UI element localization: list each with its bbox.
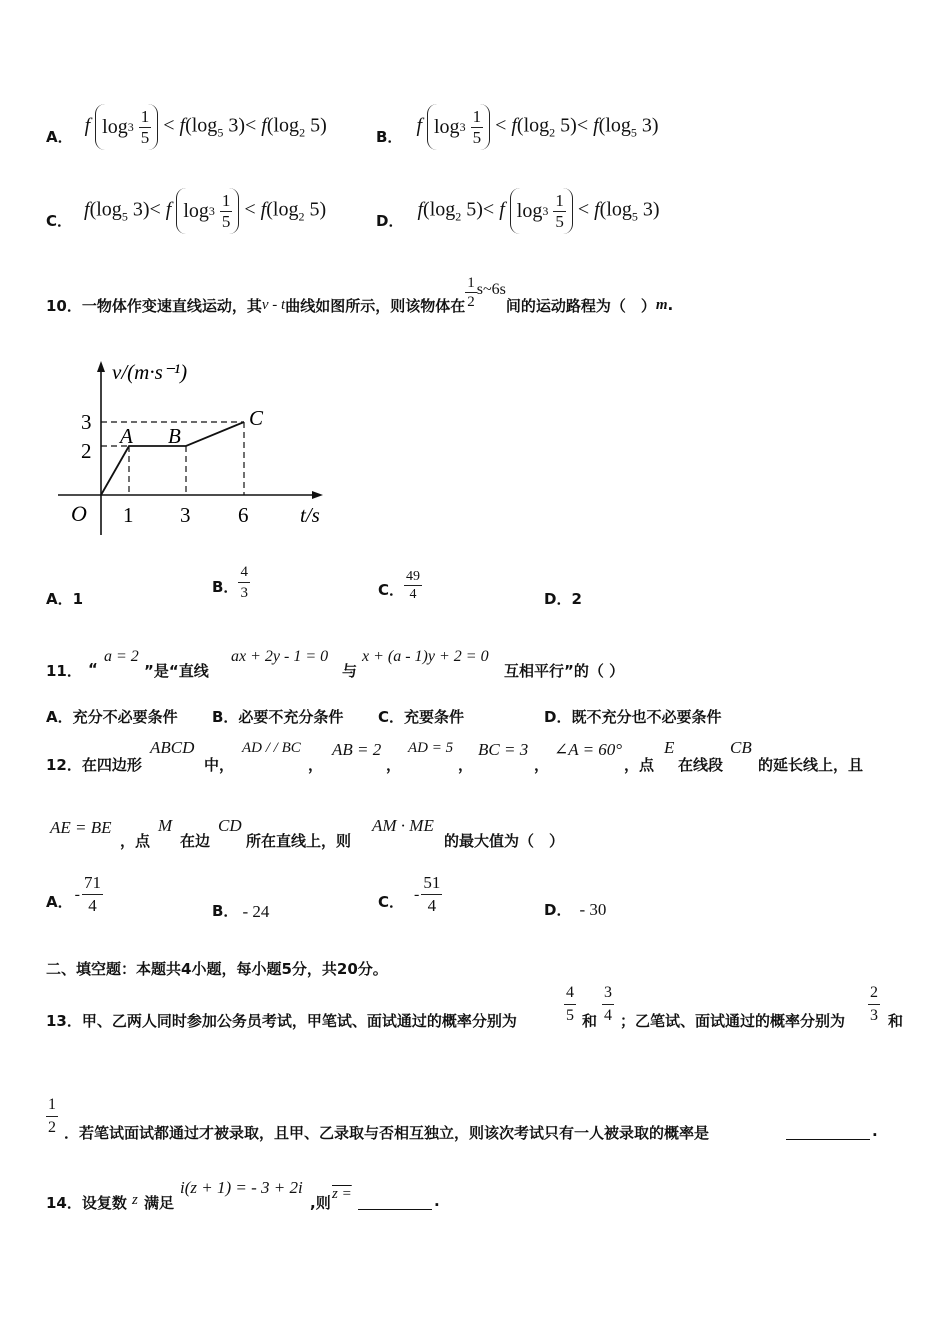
y-axis-label: v/(m·s⁻¹)	[112, 360, 188, 384]
q10-option-c: C． $\frac{49}{4}$	[378, 569, 421, 602]
x-tick-3: 3	[180, 503, 191, 527]
q13-line1: 13．甲、乙两人同时参加公务员考试，甲笔试、面试通过的概率分别为 $\frac{4}{5}$ 和 $\frac{3}{4}$ ；乙笔试、面试通过的概率分别为 $\frac{2}{3}$ 和	[46, 984, 904, 1030]
y-tick-2: 2	[81, 439, 92, 463]
origin-label: O	[71, 501, 87, 526]
option-label: B．	[376, 127, 403, 146]
q10-stem: 10．一物体作变速直线运动，其 v - t 曲线如图所示，则该物体在 $\frac{1}{2}$ s~6s 间的运动路程为（ ） m .	[46, 274, 674, 315]
abs-bar: log 3 $\frac{1}{5}$	[427, 104, 490, 150]
option-label: D．	[376, 211, 404, 230]
q10-option-b: B． $\frac{4}{3}$	[212, 564, 248, 601]
q9-option-a: A． f log 3 $\frac{1}{5}$ < $f(\log_5$ $3)< f(\log_2$ 5)	[46, 102, 327, 152]
q12-option-d: D． - 30	[544, 900, 607, 919]
option-label: A．	[46, 127, 73, 146]
q12-stem-line2: AE = BE ，点 M 在边 CD 所在直线上，则 AM · ME 的最大值为（ ）	[50, 816, 565, 850]
x-tick-6: 6	[238, 503, 249, 527]
abs-bar: log 3 $\frac{1}{5}$	[176, 188, 239, 234]
abs-bar: log 3 $\frac{1}{5}$	[95, 104, 158, 150]
q9-option-c: C． $f(\log_5$ 3)< f log 3 $\frac{1}{5}$ < $f(\log_2$ 5)	[46, 186, 326, 236]
section-heading: 二、填空题：本题共4小题，每小题5分，共20分。	[46, 960, 388, 978]
q10-option-d: D．2	[544, 590, 582, 608]
q12-option-b: B． - 24	[212, 901, 270, 921]
y-tick-3: 3	[81, 410, 92, 434]
x-axis-arrow	[312, 491, 323, 499]
q12-option-c: C． - $\frac{51}{4}$	[378, 873, 441, 915]
q9-option-b: B． f log 3 $\frac{1}{5}$ < $f(\log_2$ $5)< f(\log_5$ 3)	[376, 102, 659, 152]
f-symbol: f	[84, 114, 91, 137]
q10-option-a: A．1	[46, 590, 84, 608]
point-a: A	[120, 424, 133, 448]
q11-option-d: D．既不充分也不必要条件	[544, 708, 722, 726]
answer-blank[interactable]	[786, 1138, 870, 1140]
q13-line2: $\frac{1}{2}$ ．若笔试面试都通过才被录取，且甲、乙录取与否相互独立，则该次考试只有一人被录取的概率是 .	[48, 1096, 878, 1142]
x-tick-1: 1	[123, 503, 134, 527]
point-c: C	[249, 406, 264, 430]
vt-graph	[50, 355, 340, 545]
q12-stem-line1: 12．在四边形 ABCD 中， AD / / BC ， AB = 2 ， AD = 5 ， BC = 3 ， ∠A = 60° ，点 E 在线段 CB 的延长线上，且	[46, 738, 864, 774]
q9-option-d: D． $f(\log_2$ 5)< f log 3 $\frac{1}{5}$ < $f(\log_5$ 3)	[376, 186, 660, 236]
option-label: C．	[46, 211, 73, 230]
q14-stem: 14．设复数 z 满足 i(z + 1) = - 3 + 2i ,则 z = .	[46, 1178, 440, 1212]
q11-option-c: C．充要条件	[378, 708, 465, 726]
answer-blank[interactable]	[358, 1208, 432, 1210]
q11-option-b: B．必要不充分条件	[212, 708, 344, 726]
point-b: B	[168, 424, 181, 448]
q12-option-a: A． - $\frac{71}{4}$	[46, 873, 101, 915]
q11-option-a: A．充分不必要条件	[46, 708, 178, 726]
y-axis-arrow	[97, 361, 105, 372]
x-axis-label: t/s	[300, 503, 320, 527]
abs-bar: log 3 $\frac{1}{5}$	[510, 188, 573, 234]
